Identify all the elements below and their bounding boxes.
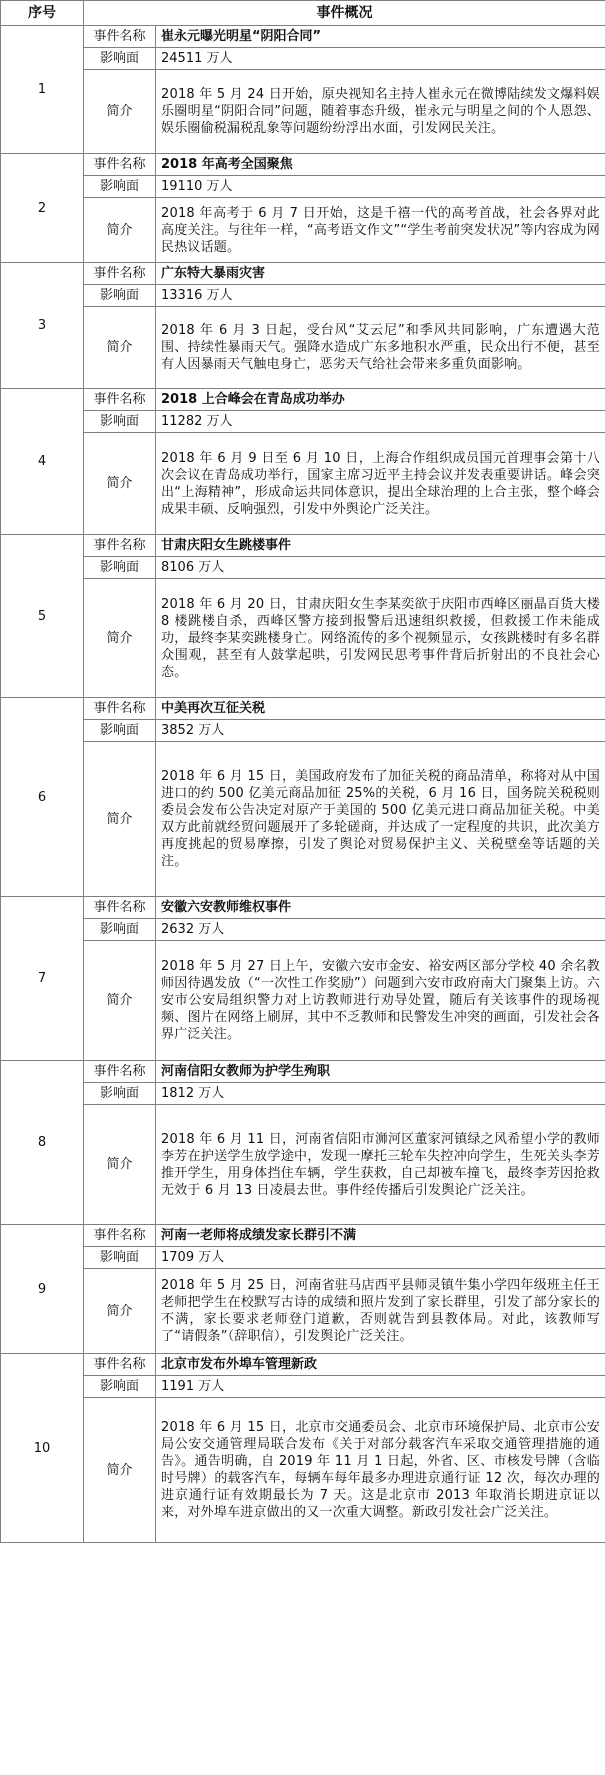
event-summary: 2018 年 6 月 15 日，北京市交通委员会、北京市环境保护局、北京市公安局公安交通管理局联合发布《关于对部分载客汽车采取交通管理措施的通告》。通告明确，自 2019 年 11 月 1 日起，外省、区、市核发号牌（含临时号牌）的载客汽车，每辆车每年最多办理进京通行证 12 次，每次办理的进京通行证有效期最长为 7 天。这是北京市 2013 年取消长期进京证以来，对外埠车进京做出的又一次重大调整。新政引发社会广泛关注。 <box>156 1398 605 1543</box>
event-reach-row <box>1 48 605 70</box>
event-summary-label: 简介 <box>84 70 156 154</box>
event-summary-label: 简介 <box>84 307 156 389</box>
event-summary: 2018 年 5 月 24 日开始，原央视知名主持人崔永元在微博陆续发文爆料娱乐圈明星“阴阳合同”问题，随着事态升级，崔永元与明星之间的个人恩怨、娱乐圈偷税漏税乱象等问题纷纷浮出水面，引发网民关注。 <box>156 70 605 154</box>
event-index: 10 <box>1 1354 84 1543</box>
event-name-label: 事件名称 <box>84 1061 156 1083</box>
event-name-row <box>1 26 605 48</box>
event-summary-row <box>1 1105 605 1225</box>
event-name: 甘肃庆阳女生跳楼事件 <box>156 535 605 557</box>
event-name: 中美再次互征关税 <box>156 698 605 720</box>
event-reach: 19110 万人 <box>156 176 605 198</box>
event-name-label: 事件名称 <box>84 897 156 919</box>
event-name-label: 事件名称 <box>84 535 156 557</box>
event-reach-row <box>1 557 605 579</box>
event-summary-label: 简介 <box>84 1269 156 1354</box>
event-reach-label: 影响面 <box>84 411 156 433</box>
event-index: 4 <box>1 389 84 535</box>
event-reach: 2632 万人 <box>156 919 605 941</box>
event-summary: 2018 年 5 月 25 日，河南省驻马店西平县师灵镇牛集小学四年级班主任王老师把学生在校默写古诗的成绩和照片发到了家长群里，引发了部分家长的不满，家长要求老师登门道歉，否则就告到县教体局。对此，该教师写了“请假条”（辞职信），引发舆论广泛关注。 <box>156 1269 605 1354</box>
event-index: 6 <box>1 698 84 897</box>
event-name: 北京市发布外埠车管理新政 <box>156 1354 605 1376</box>
event-summary: 2018 年 6 月 9 日至 6 月 10 日，上海合作组织成员国元首理事会第十八次会议在青岛成功举行，国家主席习近平主持会议并发表重要讲话。峰会突出“上海精神”，形成命运共同体意识，提出全球治理的上合主张，整个峰会成果丰硕、反响强烈，引发中外舆论广泛关注。 <box>156 433 605 535</box>
event-summary: 2018 年 5 月 27 日上午，安徽六安市金安、裕安两区部分学校 40 余名教师因待遇发放（“一次性工作奖励”）问题到六安市政府南大门聚集上访。六安市公安局组织警力对上访教师进行劝导处置，随后有关该事件的现场视频、图片在网络上刷屏，其中不乏教师和民警发生冲突的画面，引发社会各界广泛关注。 <box>156 941 605 1061</box>
event-reach-label: 影响面 <box>84 48 156 70</box>
event-reach-label: 影响面 <box>84 176 156 198</box>
event-index: 7 <box>1 897 84 1061</box>
event-reach-label: 影响面 <box>84 919 156 941</box>
event-reach: 1191 万人 <box>156 1376 605 1398</box>
event-reach: 1709 万人 <box>156 1247 605 1269</box>
event-index: 8 <box>1 1061 84 1225</box>
event-summary-label: 简介 <box>84 742 156 897</box>
event-name: 2018 上合峰会在青岛成功举办 <box>156 389 605 411</box>
event-name-label: 事件名称 <box>84 698 156 720</box>
event-reach-label: 影响面 <box>84 557 156 579</box>
event-name-label: 事件名称 <box>84 263 156 285</box>
event-summary-label: 简介 <box>84 433 156 535</box>
event-index: 2 <box>1 154 84 263</box>
event-name: 2018 年高考全国聚焦 <box>156 154 605 176</box>
event-summary-row <box>1 1398 605 1543</box>
event-name: 河南一老师将成绩发家长群引不满 <box>156 1225 605 1247</box>
event-reach: 1812 万人 <box>156 1083 605 1105</box>
events-body <box>1 26 605 1543</box>
event-summary-label: 简介 <box>84 1398 156 1543</box>
event-reach-label: 影响面 <box>84 1083 156 1105</box>
event-summary-label: 简介 <box>84 198 156 263</box>
event-name: 崔永元曝光明星“阴阳合同” <box>156 26 605 48</box>
event-name: 广东特大暴雨灾害 <box>156 263 605 285</box>
event-name-row <box>1 1354 605 1376</box>
event-name-row <box>1 1225 605 1247</box>
event-reach: 3852 万人 <box>156 720 605 742</box>
event-summary-row <box>1 198 605 263</box>
event-index: 3 <box>1 263 84 389</box>
event-reach-row <box>1 1376 605 1398</box>
event-summary-row <box>1 433 605 535</box>
event-summary-row <box>1 307 605 389</box>
event-summary: 2018 年高考于 6 月 7 日开始，这是千禧一代的高考首战，社会各界对此高度关注。与往年一样，“高考语文作文”“学生考前突发状况”等内容成为网民热议话题。 <box>156 198 605 263</box>
event-reach-label: 影响面 <box>84 1247 156 1269</box>
event-name: 河南信阳女教师为护学生殉职 <box>156 1061 605 1083</box>
header-overview: 事件概况 <box>84 1 605 26</box>
event-reach-row <box>1 919 605 941</box>
event-name-label: 事件名称 <box>84 389 156 411</box>
event-name-label: 事件名称 <box>84 154 156 176</box>
event-index: 9 <box>1 1225 84 1354</box>
event-reach: 13316 万人 <box>156 285 605 307</box>
header-row <box>1 1 605 26</box>
event-name-label: 事件名称 <box>84 1354 156 1376</box>
event-summary-row <box>1 579 605 698</box>
event-reach-row <box>1 176 605 198</box>
event-name-row <box>1 263 605 285</box>
event-name-row <box>1 897 605 919</box>
event-reach-row <box>1 1247 605 1269</box>
event-summary: 2018 年 6 月 3 日起，受台风“艾云尼”和季风共同影响，广东遭遇大范围、持续性暴雨天气。强降水造成广东多地积水严重，民众出行不便，甚至有人因暴雨天气触电身亡，恶劣天气给社会带来多重负面影响。 <box>156 307 605 389</box>
event-name-row <box>1 154 605 176</box>
event-summary-row <box>1 742 605 897</box>
event-name-label: 事件名称 <box>84 1225 156 1247</box>
event-reach-label: 影响面 <box>84 720 156 742</box>
event-summary: 2018 年 6 月 20 日，甘肃庆阳女生李某奕欲于庆阳市西峰区丽晶百货大楼 8 楼跳楼自杀，西峰区警方接到报警后迅速组织救援，但救援工作未能成功，最终李某奕跳楼身亡。网络流传的多个视频显示，女孩跳楼时有多名群众围观，甚至有人鼓掌起哄，引发网民思考事件背后折射出的不良社会心态。 <box>156 579 605 698</box>
event-name: 安徽六安教师维权事件 <box>156 897 605 919</box>
event-reach: 8106 万人 <box>156 557 605 579</box>
event-reach-label: 影响面 <box>84 1376 156 1398</box>
event-name-label: 事件名称 <box>84 26 156 48</box>
event-index: 1 <box>1 26 84 154</box>
event-name-row <box>1 1061 605 1083</box>
header-index: 序号 <box>1 1 84 26</box>
event-reach-row <box>1 411 605 433</box>
event-summary-label: 简介 <box>84 579 156 698</box>
event-name-row <box>1 698 605 720</box>
event-summary-row <box>1 1269 605 1354</box>
event-name-row <box>1 389 605 411</box>
event-reach-row <box>1 720 605 742</box>
event-reach-row <box>1 1083 605 1105</box>
event-reach: 24511 万人 <box>156 48 605 70</box>
event-summary-label: 简介 <box>84 941 156 1061</box>
event-reach: 11282 万人 <box>156 411 605 433</box>
event-summary: 2018 年 6 月 11 日，河南省信阳市浉河区董家河镇绿之风希望小学的教师李芳在护送学生放学途中，发现一摩托三轮车失控冲向学生，生死关头李芳推开学生，用身体挡住车辆，学生获救，自己却被车撞飞，最终李芳因抢救无效于 6 月 13 日凌晨去世。事件经传播后引发舆论广泛关注。 <box>156 1105 605 1225</box>
event-reach-row <box>1 285 605 307</box>
event-summary-label: 简介 <box>84 1105 156 1225</box>
event-reach-label: 影响面 <box>84 285 156 307</box>
event-summary-row <box>1 70 605 154</box>
event-summary: 2018 年 6 月 15 日，美国政府发布了加征关税的商品清单，称将对从中国进口的约 500 亿美元商品加征 25%的关税，6 月 16 日，国务院关税税则委员会发布公告决定对原产于美国的 500 亿美元进口商品加征关税。中美双方此前就经贸问题展开了多轮磋商，并达成了一定程度的共识，此次美方再度挑起的贸易摩擦，引发了舆论对贸易保护主义、关税壁垒等话题的关注。 <box>156 742 605 897</box>
event-name-row <box>1 535 605 557</box>
event-summary-row <box>1 941 605 1061</box>
event-index: 5 <box>1 535 84 698</box>
